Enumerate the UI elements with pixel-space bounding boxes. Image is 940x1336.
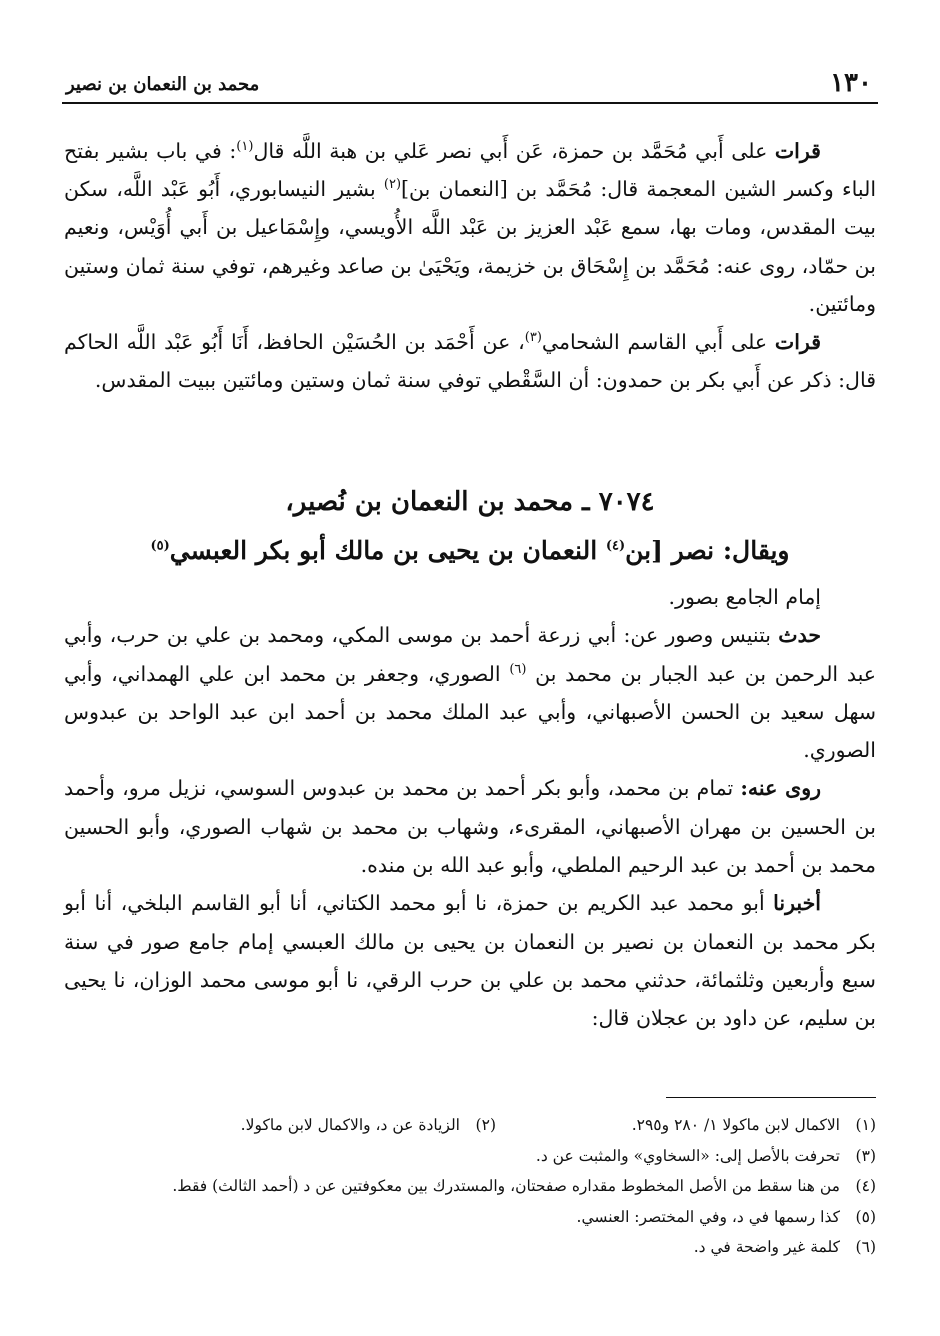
paragraph-1 [64, 132, 876, 323]
page-header [62, 64, 878, 104]
paragraph-5 [64, 884, 876, 1037]
running-title: محمد بن النعمان بن نصير [66, 74, 260, 95]
footnote-ref-6: (٦) [509, 661, 527, 677]
paragraph-text: : في باب بشير بفتح الباء وكسر الشين المعجمة قال: مُحَمَّد بن [النعمان بن] [64, 139, 877, 202]
paragraph-2 [64, 323, 876, 399]
footnote-5 [64, 1202, 876, 1233]
footnote-4 [64, 1171, 876, 1202]
paragraph-lead: قرات [774, 330, 822, 355]
footnote-text: الاكمال لابن ماكولا ١/ ٢٨٠ و٢٩٥. [631, 1116, 840, 1134]
footnote-text: كذا رسمها في د، وفي المختصر: العنسي. [576, 1207, 840, 1226]
paragraph-3 [64, 616, 876, 769]
entry-title: ٧٠٧٤ ـ محمد بن النعمان بن نُصير، [285, 487, 655, 517]
entry-alt-name-text: ويقال: نصر [بن [625, 536, 790, 565]
footnote-3 [64, 1141, 876, 1172]
paragraph-text: ، عن أَحْمَد بن الحُسَيْن الحافظ، أَنَا أَبُو عَبْد اللَّه الحاكم قال: ذكر عن أَبي بكر بن حمدون: أن السَّقْطي توفي سنة ثمان وستين ومائتين ببيت المقدس. [64, 330, 876, 393]
footnote-divider [666, 1097, 876, 1098]
footnote-number: (٤) [855, 1177, 876, 1195]
paragraph-text: تمام بن محمد، وأبو بكر أحمد بن محمد بن عبدوس السوسي، نزيل مرو، وأحمد بن الحسين بن مهران الأصبهاني، المقرىء، وشهاب بن محمد بن شهاب الصوري، وأبو الحسين محمد بن أحمد بن عبد الرحيم الملطي، وأبو عبد الله بن منده. [64, 776, 876, 878]
footnote-1 [496, 1110, 876, 1141]
footnote-2 [241, 1110, 496, 1141]
paragraph-lead: أخبرنا [773, 891, 821, 916]
paragraph-4 [64, 769, 876, 884]
footnote-ref-5: (٥) [150, 538, 170, 554]
footnote-row [64, 1110, 876, 1141]
paragraph-lead: قرات [774, 139, 821, 163]
footnote-text: كلمة غير واضحة في د. [693, 1238, 840, 1256]
footnote-6 [64, 1232, 876, 1263]
footnote-text: تحرفت بالأصل إلى: «السخاوي» والمثبت عن د. [535, 1146, 840, 1165]
footnote-ref-1: (١) [236, 139, 254, 155]
footnote-number: (٣) [855, 1146, 876, 1165]
paragraph-text: على أَبي مُحَمَّد بن حمزة، عَن أَبي نصر عَلي بن هبة اللَّه قال [253, 139, 775, 163]
paragraph-lead: حدث [778, 623, 821, 648]
paragraph-text: الصوري، وجعفر بن محمد ابن علي الهمداني، وأبي سهل سعيد بن الحسن الأصبهاني، وأبي عبد الملك محمد بن أحمد ابن عبد الواحد بن عبدوس الصوري. [64, 661, 876, 763]
body-text-upper [64, 132, 876, 399]
footnote-ref-3: (٣) [524, 330, 542, 346]
footnote-ref-4: (٤) [605, 538, 626, 554]
paragraph-text: بشير النيسابوري، أَبُو عَبْد اللَّه، سكن بيت المقدس، ومات بها، سمع عَبْد العزيز بن عَبْد اللَّه الأُويسي، وإِسْمَاعيل بن أَبي أُوَيْس، ونعيم بن حمّاد، روى عنه: مُحَمَّد بن إِسْحَاق بن خزيمة، ويَحْيَىٰ بن صاعد وغيرهم، توفي سنة ثمان وستين ومائتين. [64, 177, 876, 316]
page-number: ١٣٠ [830, 68, 872, 98]
footnote-ref-2: (٢) [383, 177, 402, 193]
entry-subtitle: إمام الجامع بصور. [668, 585, 821, 609]
paragraph-text: على أَبي القاسم الشحامي [541, 330, 775, 355]
entry-alt-name [64, 528, 876, 574]
footnote-number: (٥) [855, 1207, 876, 1226]
footnote-number: (٢) [475, 1116, 496, 1134]
footnotes [64, 1110, 876, 1263]
paragraph-lead: روى عنه: [740, 776, 821, 801]
body-text-lower [64, 578, 876, 1038]
footnote-number: (١) [855, 1116, 876, 1134]
footnote-number: (٦) [855, 1238, 876, 1256]
footnote-text: من هنا سقط من الأصل المخطوط مقداره صفحتان، والمستدرك بين معكوفتين عن د (أحمد الثالث) فقط. [172, 1177, 840, 1195]
paragraph-text: بتنيس وصور عن: أبي زرعة أحمد بن موسى المكي، ومحمد بن علي بن حرب، وأبي عبد الرحمن بن عبد الجبار بن محمد بن [64, 623, 877, 686]
footnote-text: الزيادة عن د، والاكمال لابن ماكولا. [240, 1116, 460, 1134]
entry-alt-name-text: النعمان بن يحيى بن مالك أبو بكر العبسي [169, 536, 606, 565]
paragraph-text: أبو محمد عبد الكريم بن حمزة، نا أبو محمد الكتاني، أنا أبو القاسم البلخي، أنا أبو بكر محمد بن النعمان بن نصير بن النعمان بن يحيى بن مالك العبسي إمام جامع صور في سنة سبع وأربعين وثلثمائة، حدثني محمد بن علي بن حرب الرقي، نا أبو موسى محمد الوزان، نا يحيى بن سليم، عن داود بن عجلان قال: [64, 891, 876, 1031]
